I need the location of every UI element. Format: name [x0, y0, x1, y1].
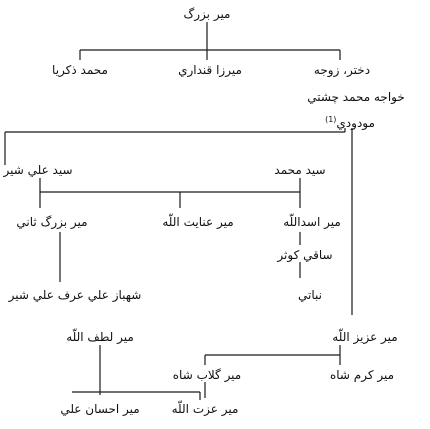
node-sayyid-muhammad: سيد محمد — [274, 163, 326, 177]
node-saqi-kausar: ساقي کوثر — [277, 248, 333, 262]
node-root: میر بزرگ — [183, 7, 231, 21]
node-sayyid-ali-sher: سيد علي شير — [3, 163, 73, 177]
node-mir-bozorg-thani: مير بزرگ ثاني — [16, 215, 88, 229]
node-muhammad-zakariya: محمد ذکریا — [52, 63, 108, 77]
node-mir-karam-shah: مير کرم شاه — [329, 368, 395, 382]
node-mir-azizullah: مير عزيز اللّه — [332, 330, 398, 344]
node-maududi-name: مودودي — [336, 116, 375, 130]
node-khwaja-chishti: خواجه محمد چشتي — [307, 90, 405, 104]
node-mir-izzatullah: مير عزت اللّه — [171, 402, 239, 416]
node-nabati: نباتي — [298, 288, 322, 302]
node-mir-asadullah: مير اسداللّه — [283, 215, 341, 229]
node-mirza-qandari: میرزا قنداري — [178, 63, 242, 77]
node-mir-gulab-shah: مير گلاب شاه — [172, 368, 242, 382]
node-daughter-wife: دختر، زوجه — [313, 63, 371, 77]
node-shahbaz-ali: شهباز علي عرف علي شير — [8, 288, 142, 302]
node-mir-ehsan-ali: مير احسان علي — [60, 402, 140, 416]
node-maududi — [325, 112, 375, 131]
node-mir-inayatullah: مير عنايت اللّه — [162, 215, 234, 229]
node-mir-lutfullah: مير لطف اللّه — [66, 330, 134, 344]
footnote-mark: (1) — [325, 115, 337, 124]
